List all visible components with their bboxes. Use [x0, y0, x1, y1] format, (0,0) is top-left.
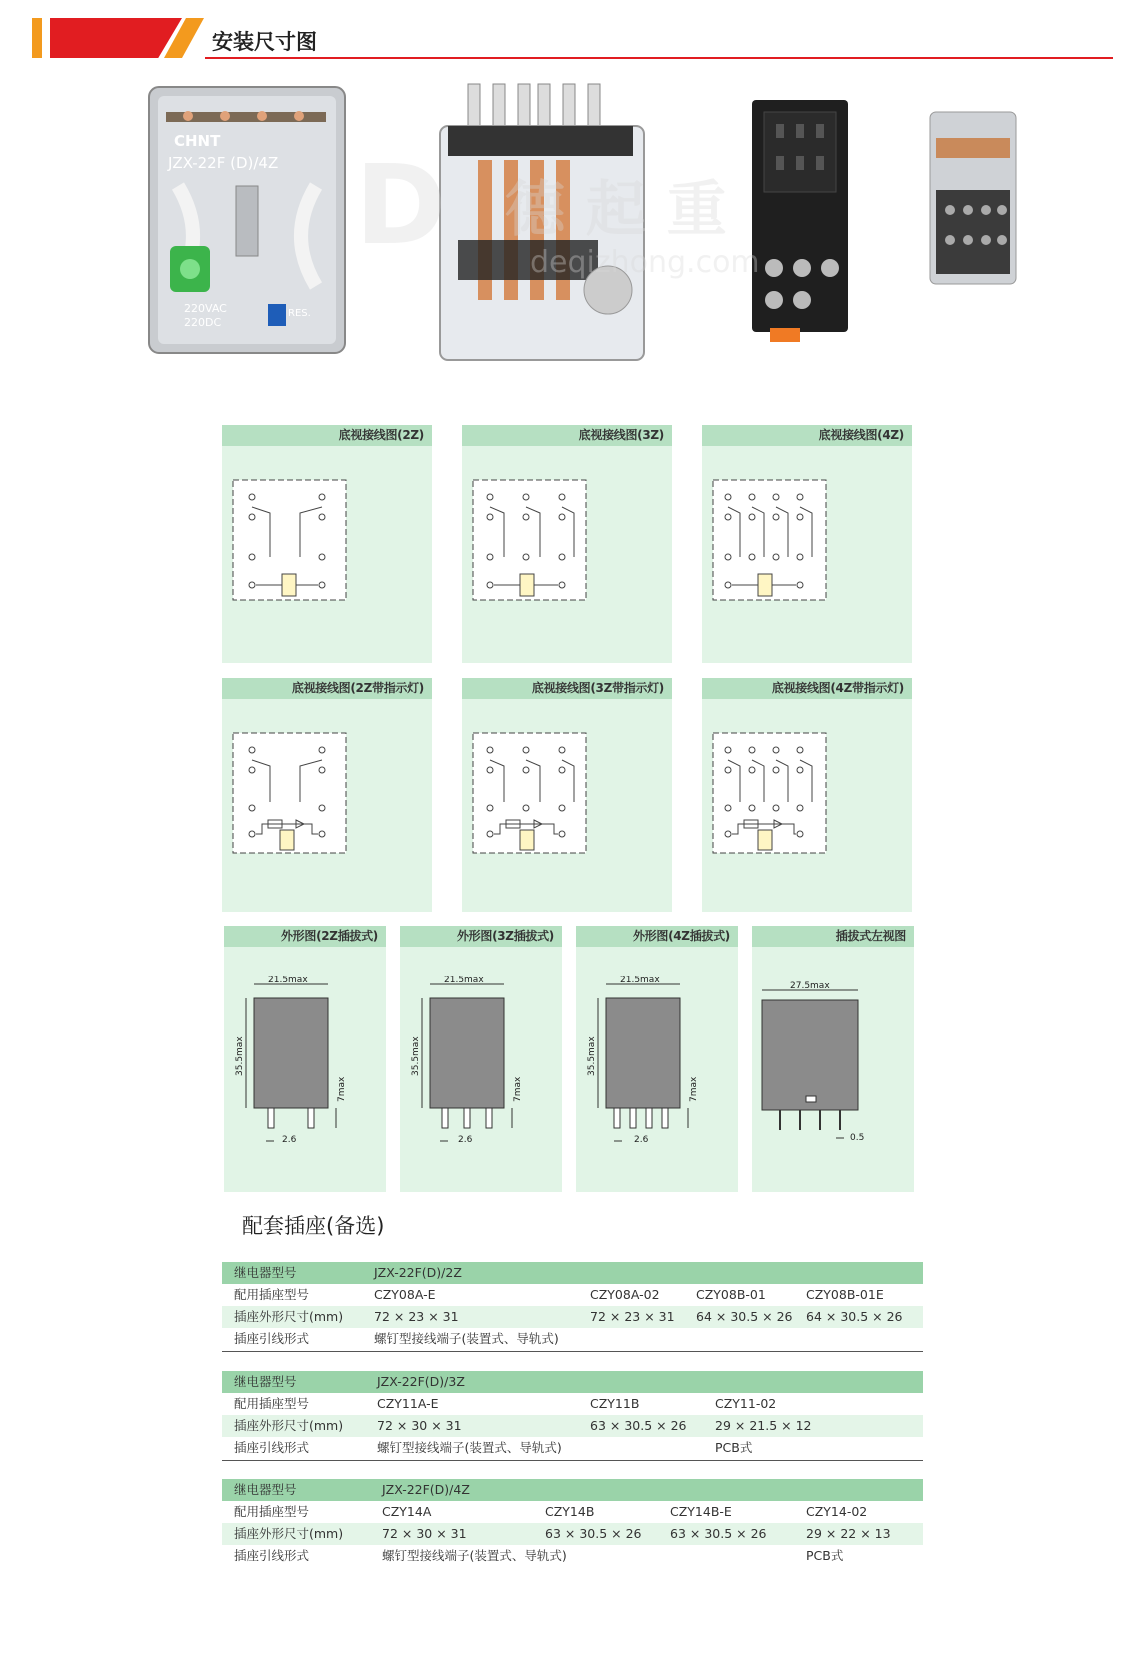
row-label: 配用插座型号: [234, 1396, 310, 1411]
wiring-box-3z-led: [462, 678, 672, 912]
cell-value: 72 × 30 × 31: [377, 1418, 462, 1433]
outline-width-label: 21.5max: [268, 976, 308, 985]
cell-value: 29 × 22 × 13: [806, 1526, 891, 1541]
cell-value: 72 × 23 × 31: [590, 1309, 675, 1324]
outline-box-3z: [400, 926, 562, 1192]
outline-pitch-label: 0.5: [850, 1133, 865, 1143]
outline-width-label: 27.5max: [790, 981, 830, 991]
row-label: 插座引线形式: [234, 1331, 310, 1346]
wiring-title: 底视接线图(3Z带指示灯): [462, 678, 672, 699]
table-row: [222, 1328, 923, 1350]
outline-drawing-3z: [408, 976, 554, 1152]
cell-value: PCB式: [806, 1548, 844, 1563]
relay-label: 继电器型号: [234, 1482, 297, 1497]
cell-value: 72 × 30 × 31: [382, 1526, 467, 1541]
table-row: [222, 1306, 923, 1328]
wiring-diagram-2z: [230, 477, 350, 603]
outline-pitch-label: 2.6: [458, 1135, 473, 1145]
outline-title: 插拔式左视图: [752, 926, 914, 947]
relay-model: JZX-22F(D)/4Z: [382, 1482, 470, 1497]
page-title: 安装尺寸图: [212, 30, 317, 54]
cell-value: 64 × 30.5 × 26: [696, 1309, 793, 1324]
table-row: [222, 1415, 923, 1437]
wiring-box-2z: [222, 425, 432, 663]
outline-pin-label: 7max: [337, 1076, 347, 1102]
relay-voltage-ac: 220VAC: [184, 302, 227, 315]
outline-box-side: [752, 926, 914, 1192]
table-row: [222, 1479, 923, 1501]
outline-drawing-2z: [232, 976, 378, 1152]
wiring-title: 底视接线图(4Z): [702, 425, 912, 446]
cell-value: PCB式: [715, 1440, 753, 1455]
cell-value: 64 × 30.5 × 26: [806, 1309, 903, 1324]
socket-table-3z: [222, 1371, 923, 1463]
wiring-diagram-4z-led: [710, 730, 830, 856]
cell-value: CZY11-02: [715, 1396, 777, 1411]
cell-value: 螺钉型接线端子(装置式、导轨式): [382, 1548, 567, 1563]
outline-title: 外形图(4Z插拔式): [576, 926, 738, 947]
table-row: [222, 1371, 923, 1393]
outline-box-4z: [576, 926, 738, 1192]
row-label: 配用插座型号: [234, 1287, 310, 1302]
outline-pitch-label: 2.6: [282, 1135, 297, 1145]
socket-section-title: 配套插座(备选): [242, 1214, 385, 1238]
cell-value: CZY14-02: [806, 1504, 868, 1519]
header-red-banner: [50, 18, 182, 58]
cell-value: 螺钉型接线端子(装置式、导轨式): [377, 1440, 562, 1455]
wiring-title: 底视接线图(2Z带指示灯): [222, 678, 432, 699]
relay-small-photo: [928, 110, 1018, 286]
cell-value: 63 × 30.5 × 26: [590, 1418, 687, 1433]
header-underline: [205, 57, 1113, 59]
relay-front-photo: [148, 86, 346, 354]
cell-value: CZY08B-01E: [806, 1287, 884, 1302]
table-row: [222, 1393, 923, 1415]
relay-model: JZX-22F(D)/3Z: [377, 1374, 465, 1389]
wiring-diagram-3z: [470, 477, 590, 603]
outline-width-label: 21.5max: [444, 976, 484, 985]
relay-brand: CHNT: [174, 132, 221, 150]
table-row: [222, 1501, 923, 1523]
wiring-diagram-4z: [710, 477, 830, 603]
cell-value: 63 × 30.5 × 26: [670, 1526, 767, 1541]
row-label: 插座外形尺寸(mm): [234, 1526, 344, 1541]
watermark-main: 德 起 重: [505, 175, 727, 245]
wiring-diagram-2z-led: [230, 730, 350, 856]
outline-title: 外形图(2Z插拔式): [224, 926, 386, 947]
row-label: 插座引线形式: [234, 1548, 310, 1563]
outline-pitch-label: 2.6: [634, 1135, 649, 1145]
header-accent-bar: [32, 18, 42, 58]
relay-model: JZX-22F(D)/2Z: [374, 1265, 462, 1280]
outline-drawing-4z: [584, 976, 730, 1152]
relay-res-label: RES.: [288, 308, 311, 319]
relay-label: 继电器型号: [234, 1265, 297, 1280]
wiring-title: 底视接线图(4Z带指示灯): [702, 678, 912, 699]
table-row: [222, 1437, 923, 1459]
wiring-title: 底视接线图(3Z): [462, 425, 672, 446]
wiring-box-2z-led: [222, 678, 432, 912]
cell-value: CZY14B-E: [670, 1504, 732, 1519]
cell-value: CZY11A-E: [377, 1396, 439, 1411]
table-row: [222, 1284, 923, 1306]
wiring-title: 底视接线图(2Z): [222, 425, 432, 446]
socket-table-4z: [222, 1479, 923, 1571]
socket-table-2z: [222, 1262, 923, 1354]
row-label: 配用插座型号: [234, 1504, 310, 1519]
outline-height-label: 35.5max: [587, 1036, 597, 1076]
cell-value: CZY14A: [382, 1504, 432, 1519]
outline-height-label: 35.5max: [235, 1036, 245, 1076]
cell-value: CZY08A-02: [590, 1287, 660, 1302]
relay-label: 继电器型号: [234, 1374, 297, 1389]
table-divider: [222, 1460, 923, 1461]
wiring-box-4z: [702, 425, 912, 663]
outline-pin-label: 7max: [513, 1076, 523, 1102]
cell-value: CZY14B: [545, 1504, 595, 1519]
table-row: [222, 1523, 923, 1545]
outline-width-label: 21.5max: [620, 976, 660, 985]
outline-box-2z: [224, 926, 386, 1192]
cell-value: 螺钉型接线端子(装置式、导轨式): [374, 1331, 559, 1346]
table-row: [222, 1262, 923, 1284]
relay-voltage-dc: 220DC: [184, 316, 222, 329]
outline-title: 外形图(3Z插拔式): [400, 926, 562, 947]
watermark-url: deqizhong.com: [530, 245, 760, 280]
wiring-box-4z-led: [702, 678, 912, 912]
outline-drawing-side: [760, 978, 906, 1154]
row-label: 插座外形尺寸(mm): [234, 1418, 344, 1433]
cell-value: 63 × 30.5 × 26: [545, 1526, 642, 1541]
cell-value: CZY08A-E: [374, 1287, 436, 1302]
row-label: 插座引线形式: [234, 1440, 310, 1455]
outline-height-label: 35.5max: [411, 1036, 421, 1076]
table-row: [222, 1545, 923, 1567]
watermark: D 德 起 重 deqizhong.com: [355, 141, 760, 280]
cell-value: CZY08B-01: [696, 1287, 766, 1302]
wiring-diagram-3z-led: [470, 730, 590, 856]
wiring-box-3z: [462, 425, 672, 663]
cell-value: CZY11B: [590, 1396, 640, 1411]
row-label: 插座外形尺寸(mm): [234, 1309, 344, 1324]
cell-value: 72 × 23 × 31: [374, 1309, 459, 1324]
outline-pin-label: 7max: [689, 1076, 699, 1102]
cell-value: 29 × 21.5 × 12: [715, 1418, 812, 1433]
relay-model: JZX-22F (D)/4Z: [168, 154, 279, 172]
table-divider: [222, 1351, 923, 1352]
